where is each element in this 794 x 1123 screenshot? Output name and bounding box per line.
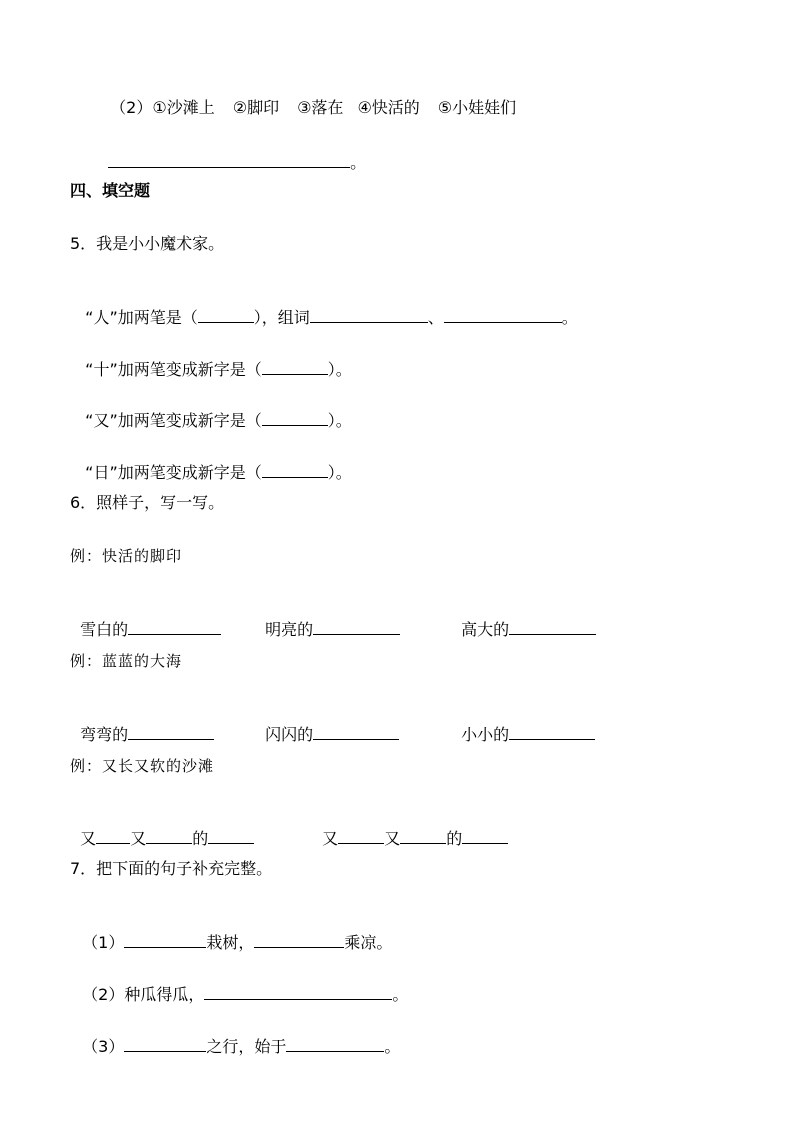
de-char: 的	[446, 829, 463, 848]
q7-s2-text-a: 种瓜得瓜，	[124, 985, 205, 1004]
q5-line1	[75, 285, 578, 329]
q7-s3-text-b: 。	[384, 1037, 401, 1056]
option-1: ①沙滩上	[152, 98, 215, 117]
q7-title: 7．把下面的句子补充完整。	[70, 859, 273, 878]
q4-item2-prefix: （2）	[110, 98, 153, 117]
q5-line4	[75, 440, 352, 484]
q5-l3-text-a: “又”加两笔变成新字是（	[85, 411, 262, 430]
answer-blank[interactable]	[108, 152, 350, 168]
blank[interactable]	[262, 410, 328, 426]
q6-row2	[70, 702, 595, 746]
q7-sentence-3	[72, 1014, 400, 1058]
q6-row2-word-3: 小小的	[461, 725, 510, 744]
q5-l1-text-d: 。	[561, 308, 578, 327]
q6-row2-word-2: 闪闪的	[265, 725, 314, 744]
blank[interactable]	[146, 828, 192, 844]
blank[interactable]	[400, 828, 446, 844]
blank[interactable]	[204, 984, 392, 1000]
section-title: 四、填空题	[70, 181, 151, 200]
q5-l1-text-a: “人”加两笔是（	[85, 308, 198, 327]
blank[interactable]	[208, 828, 254, 844]
q7-sentence-2	[72, 962, 408, 1006]
blank[interactable]	[338, 828, 384, 844]
option-4: ④快活的	[357, 98, 420, 117]
you-char: 又	[80, 829, 97, 848]
blank[interactable]	[254, 932, 344, 948]
option-3: ③落在	[297, 98, 344, 117]
q5-l2-text-b: ）。	[327, 360, 352, 379]
you-char: 又	[322, 829, 339, 848]
blank[interactable]	[313, 619, 400, 635]
q4-item2-options	[100, 75, 516, 119]
blank[interactable]	[96, 828, 130, 844]
option-2: ②脚印	[232, 98, 280, 117]
blank[interactable]	[198, 307, 254, 323]
q6-row1	[70, 597, 596, 641]
q4-answer-line	[98, 130, 366, 174]
period: 。	[350, 153, 367, 172]
q6-row2-word-1: 弯弯的	[80, 725, 129, 744]
blank[interactable]	[286, 1036, 384, 1052]
q5-line3	[75, 388, 352, 432]
de-char: 的	[192, 829, 209, 848]
q5-l3-text-b: ）。	[327, 411, 352, 430]
q5-title: 5．我是小小魔术家。	[70, 234, 225, 253]
blank[interactable]	[462, 828, 508, 844]
blank[interactable]	[262, 359, 328, 375]
blank[interactable]	[124, 932, 206, 948]
blank[interactable]	[128, 724, 214, 740]
option-5: ⑤小娃娃们	[437, 98, 517, 117]
blank[interactable]	[124, 1036, 206, 1052]
blank[interactable]	[262, 462, 328, 478]
q7-sentence-1	[72, 910, 392, 954]
blank[interactable]	[509, 619, 596, 635]
q6-row1-word-3: 高大的	[461, 620, 510, 639]
blank[interactable]	[509, 724, 595, 740]
q5-l4-text-a: “日”加两笔变成新字是（	[85, 463, 262, 482]
q6-example-3: 例：又长又软的沙滩	[70, 757, 215, 775]
q5-line2	[75, 337, 352, 381]
q7-s3-text-a: 之行，始于	[206, 1037, 287, 1056]
q6-example-2: 例：蓝蓝的大海	[70, 652, 183, 670]
blank[interactable]	[128, 619, 221, 635]
q6-row1-word-2: 明亮的	[265, 620, 314, 639]
blank[interactable]	[310, 307, 428, 323]
q7-s1-text-b: 乘凉。	[344, 933, 393, 952]
q6-row3	[70, 806, 508, 850]
q6-title: 6．照样子，写一写。	[70, 493, 225, 512]
q7-s2-text-b: 。	[392, 985, 409, 1004]
q5-l4-text-b: ）。	[327, 463, 352, 482]
q7-s2-prefix: （2）	[82, 985, 125, 1004]
you-char: 又	[130, 829, 147, 848]
q5-l2-text-a: “十”加两笔变成新字是（	[85, 360, 262, 379]
q7-s3-prefix: （3）	[82, 1037, 125, 1056]
you-char: 又	[384, 829, 401, 848]
q6-row1-word-1: 雪白的	[80, 620, 129, 639]
q5-l1-text-c: 、	[427, 308, 444, 327]
q6-example-1: 例：快活的脚印	[70, 547, 183, 565]
q7-s1-prefix: （1）	[82, 933, 125, 952]
blank[interactable]	[444, 307, 562, 323]
blank[interactable]	[313, 724, 399, 740]
q7-s1-text-a: 栽树，	[206, 933, 255, 952]
q5-l1-text-b: ），组词	[253, 308, 310, 327]
